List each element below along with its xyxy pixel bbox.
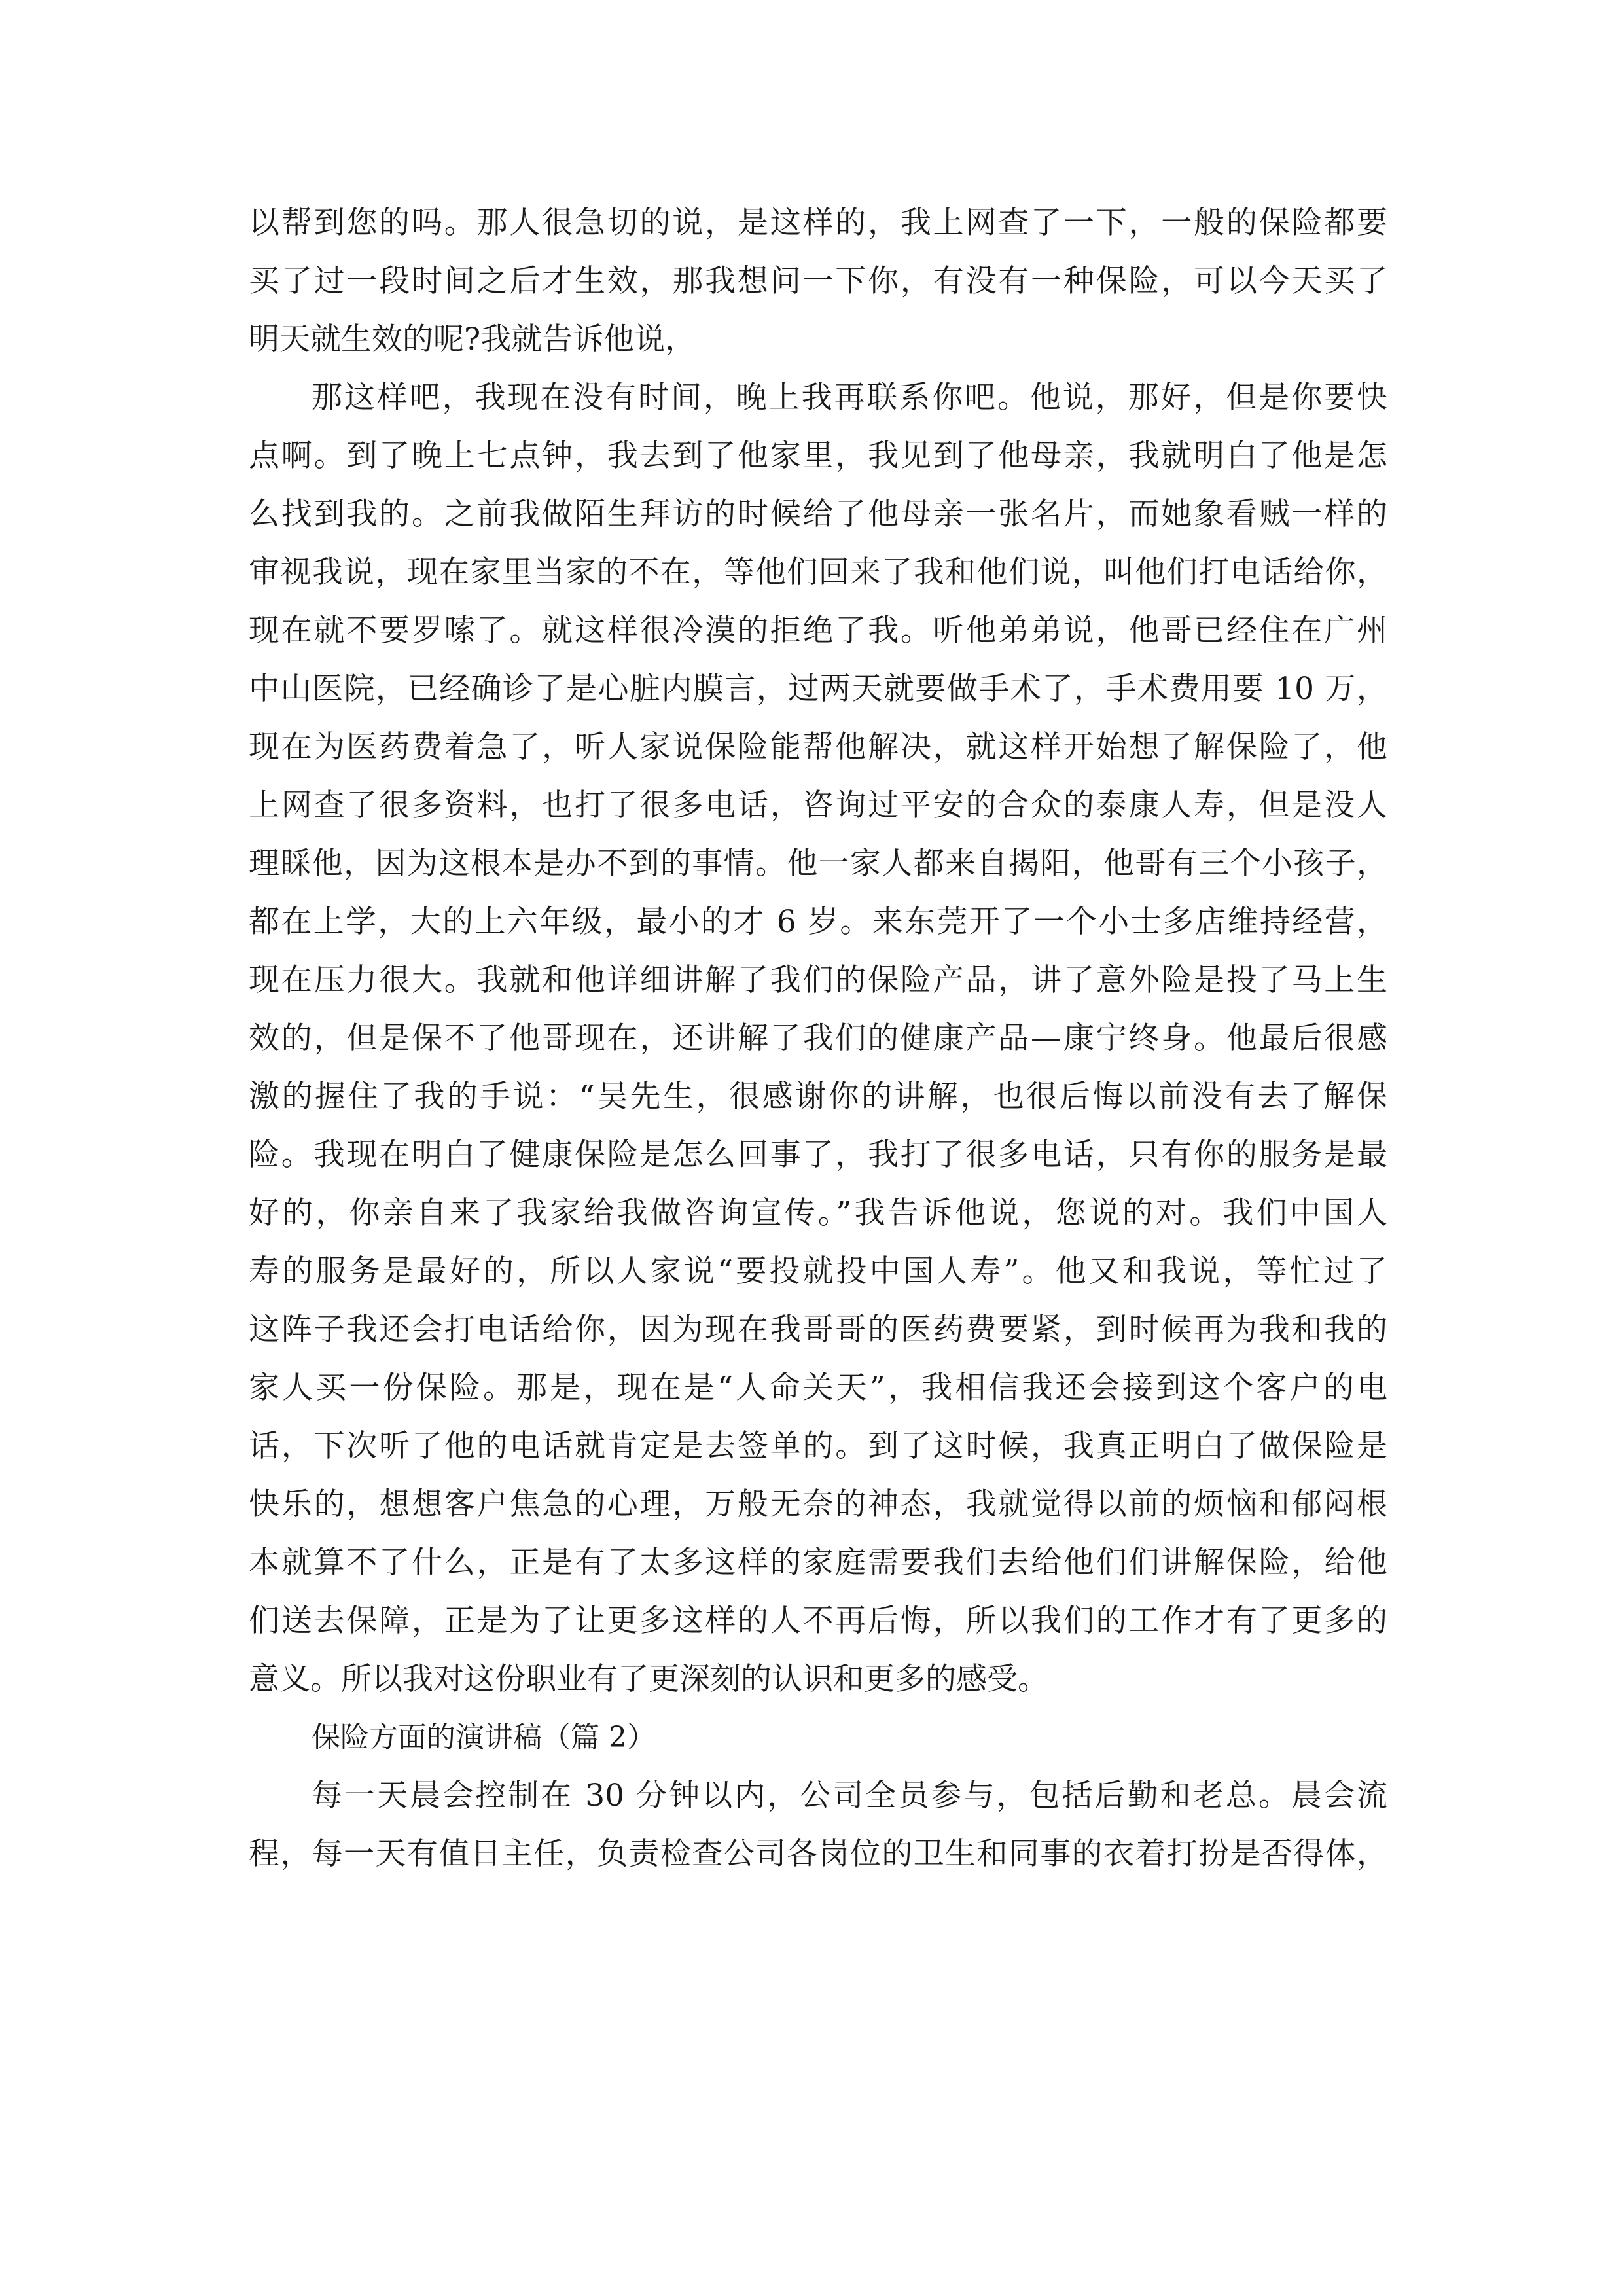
document-body bbox=[249, 194, 1387, 1883]
text-line: 这阵子我还会打电话给你，因为现在我哥哥的医药费要紧，到时候再为我和我的 bbox=[249, 1312, 1387, 1348]
text-line: 激的握住了我的手说：“吴先生，很感谢你的讲解，也很后悔以前没有去了解保 bbox=[249, 1079, 1387, 1115]
text-line: 审视我说，现在家里当家的不在，等他们回来了我和他们说，叫他们打电话给你， bbox=[249, 554, 1387, 590]
text-line: 现在为医药费着急了，听人家说保险能帮他解决，就这样开始想了解保险了，他 bbox=[249, 729, 1387, 765]
text-line: 程，每一天有值日主任，负责检查公司各岗位的卫生和同事的衣着打扮是否得体， bbox=[249, 1836, 1387, 1872]
section-heading: 保险方面的演讲稿（篇 2） bbox=[312, 1721, 656, 1754]
text-line: 寿的服务是最好的，所以人家说“要投就投中国人寿”。他又和我说，等忙过了 bbox=[249, 1253, 1387, 1289]
text-line: 家人买一份保险。那是，现在是“人命关天”，我相信我还会接到这个客户的电 bbox=[249, 1370, 1387, 1406]
text-line: 都在上学，大的上六年级，最小的才 6 岁。来东莞开了一个小士多店维持经营， bbox=[249, 904, 1387, 940]
text-line: 上网查了很多资料，也打了很多电话，咨询过平安的合众的泰康人寿，但是没人 bbox=[249, 787, 1387, 823]
text-line: 好的，你亲自来了我家给我做咨询宣传。”我告诉他说，您说的对。我们中国人 bbox=[249, 1195, 1387, 1231]
text-line: 明天就生效的呢?我就告诉他说， bbox=[249, 321, 696, 357]
text-line: 意义。所以我对这份职业有了更深刻的认识和更多的感受。 bbox=[249, 1661, 1048, 1697]
text-line: 以帮到您的吗。那人很急切的说，是这样的，我上网查了一下，一般的保险都要 bbox=[249, 205, 1387, 241]
text-line: 效的，但是保不了他哥现在，还讲解了我们的健康产品—康宁终身。他最后很感 bbox=[249, 1020, 1387, 1056]
text-line: 快乐的，想想客户焦急的心理，万般无奈的神态，我就觉得以前的烦恼和郁闷根 bbox=[249, 1486, 1387, 1522]
text-line: 买了过一段时间之后才生效，那我想问一下你，有没有一种保险，可以今天买了 bbox=[249, 263, 1387, 299]
text-line: 现在压力很大。我就和他详细讲解了我们的保险产品，讲了意外险是投了马上生 bbox=[249, 962, 1387, 998]
text-line: 那这样吧，我现在没有时间，晚上我再联系你吧。他说，那好，但是你要快 bbox=[312, 380, 1387, 416]
text-line: 本就算不了什么，正是有了太多这样的家庭需要我们去给他们们讲解保险，给他 bbox=[249, 1545, 1387, 1581]
text-line: 现在就不要罗嗦了。就这样很冷漠的拒绝了我。听他弟弟说，他哥已经住在广州 bbox=[249, 613, 1387, 649]
text-line: 中山医院，已经确诊了是心脏内膜言，过两天就要做手术了，手术费用要 10 万， bbox=[249, 671, 1387, 707]
text-line: 每一天晨会控制在 30 分钟以内，公司全员参与，包括后勤和老总。晨会流 bbox=[312, 1778, 1387, 1814]
text-line: 险。我现在明白了健康保险是怎么回事了，我打了很多电话，只有你的服务是最 bbox=[249, 1137, 1387, 1173]
text-line: 么找到我的。之前我做陌生拜访的时候给了他母亲一张名片，而她象看贼一样的 bbox=[249, 496, 1387, 532]
text-line: 们送去保障，正是为了让更多这样的人不再后悔，所以我们的工作才有了更多的 bbox=[249, 1603, 1387, 1639]
text-line: 理睬他，因为这根本是办不到的事情。他一家人都来自揭阳，他哥有三个小孩子， bbox=[249, 846, 1387, 882]
text-line: 点啊。到了晚上七点钟，我去到了他家里，我见到了他母亲，我就明白了他是怎 bbox=[249, 438, 1387, 474]
text-line: 话，下次听了他的电话就肯定是去签单的。到了这时候，我真正明白了做保险是 bbox=[249, 1428, 1387, 1464]
